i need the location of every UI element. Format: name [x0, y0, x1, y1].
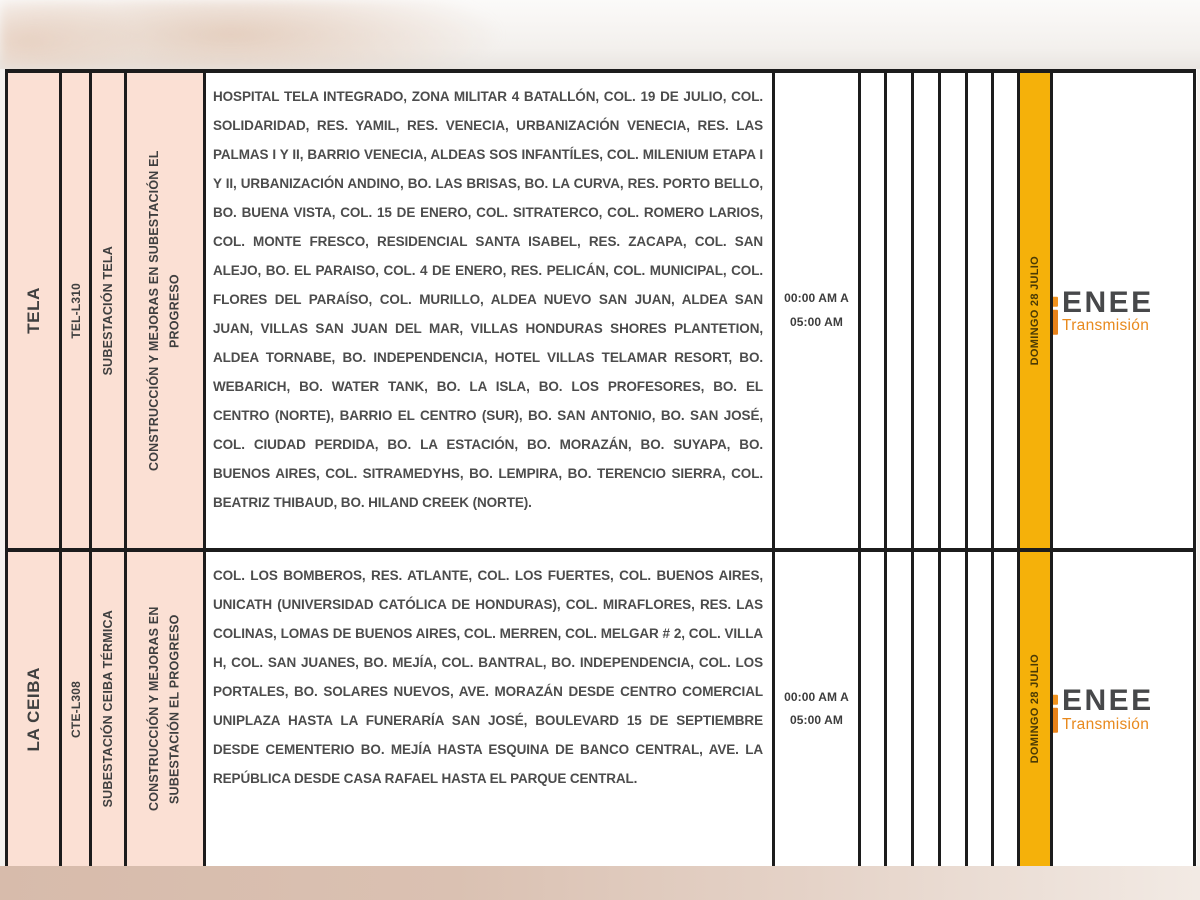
time-range-cell — [775, 73, 861, 548]
zone-cell — [8, 552, 62, 866]
enee-logo-text — [1062, 685, 1154, 734]
time-to: 05:00 AM — [789, 713, 844, 727]
empty-cell — [914, 552, 941, 866]
empty-cell — [968, 73, 994, 548]
empty-cell — [994, 73, 1020, 548]
work-description-cell — [127, 73, 206, 548]
enee-logo-mark-icon — [1053, 695, 1058, 733]
table-row — [8, 73, 1193, 552]
empty-cell — [941, 73, 968, 548]
time-from: 00:00 AM A — [784, 689, 849, 704]
substation-cell — [92, 73, 127, 548]
time-range-cell — [775, 552, 861, 866]
empty-cell — [914, 73, 941, 548]
enee-logo — [1053, 286, 1154, 335]
empty-cell — [994, 552, 1020, 866]
empty-cell — [887, 73, 914, 548]
substation-cell — [92, 552, 127, 866]
outage-date-cell — [1020, 73, 1053, 548]
enee-logo-text — [1062, 286, 1154, 335]
zone-cell — [8, 73, 62, 548]
line-code-label: CTE-L308 — [68, 680, 83, 738]
affected-areas-text: HOSPITAL TELA INTEGRADO, ZONA MILITAR 4 BATALLÓN, COL. 19 DE JULIO, COL. SOLIDARIDAD, RES. YAMIL, RES. VENECIA, URBANIZACIÓN VENECIA, RES. LAS PALMAS I Y II, BARRIO VENECIA, ALDEAS SOS INFANTÍLES, COL. MILENIUM ETAPA I Y II, URBANIZACIÓN ANDINO, BO. LAS BRISAS, BO. LA CURVA, RES. PORTO BELLO, BO. BUENA VISTA, COL. 15 DE ENERO, COL. SITRATERCO, COL. ROMERO LARIOS, COL. MONTE FRESCO, RESIDENCIAL SANTA ISABEL, RES. ZACAPA, COL. SAN ALEJO, BO. EL PARAISO, COL. 4 DE ENERO, RES. PELICÁN, COL. MUNICIPAL, COL. FLORES DEL PARAÍSO, COL. MURILLO, ALDEA NUEVO SAN JUAN, ALDEA SAN JUAN, VILLAS SAN JUAN DEL MAR, VILLAS HONDURAS SHORES PLANTETION, ALDEA TORNABE, BO. INDEPENDENCIA, HOTEL VILLAS TELAMAR RESORT, BO. WEBARICH, BO. WATER TANK, BO. LA ISLA, BO. LOS PROFESORES, BO. EL CENTRO (NORTE), BARRIO EL CENTRO (SUR), BO. SAN ANTONIO, BO. SAN JOSÉ, COL. CIUDAD PERDIDA, BO. LA ESTACIÓN, BO. MORAZÁN, BO. SUYAPA, BO. BUENOS AIRES, COL. SITRAMEDYHS, BO. LEMPIRA, BO. TERENCIO SIERRA, COL. BEATRIZ THIBAUD, BO. HILAND CREEK (NORTE). — [213, 89, 763, 510]
photo-margin-bottom — [0, 866, 1200, 900]
enee-logo — [1053, 685, 1154, 734]
affected-areas-text: COL. LOS BOMBEROS, RES. ATLANTE, COL. LOS FUERTES, COL. BUENOS AIRES, UNICATH (UNIVERSIDAD CATÓLICA DE HONDURAS), COL. MIRAFLORES, RES. LAS COLINAS, LOMAS DE BUENOS AIRES, COL. MERREN, COL. MELGAR # 2, COL. VILLA H, COL. SAN JUANES, BO. MEJÍA, COL. BANTRAL, BO. INDEPENDENCIA, COL. LOS PORTALES, BO. SOLARES NUEVOS, AVE. MORAZÁN DESDE CENTRO COMERCIAL UNIPLAZA HASTA LA FUNERARÍA SAN JOSÉ, BOULEVARD 15 DE SEPTIEMBRE DESDE CEMENTERIO BO. MEJÍA HASTA ESQUINA DE BANCO CENTRAL, AVE. LA REPÚBLICA DESDE CASA RAFAEL HASTA EL PARQUE CENTRAL. — [213, 568, 763, 786]
empty-cell — [861, 552, 887, 866]
zone-label: LA CEIBA — [23, 666, 43, 752]
logo-cell — [1053, 552, 1193, 866]
outage-date-cell — [1020, 552, 1053, 866]
line-code-cell — [62, 73, 92, 548]
enee-logo-wordmark: ENEE — [1062, 683, 1154, 717]
enee-logo-subtext: Transmisión — [1062, 715, 1150, 733]
enee-logo-mark-icon — [1053, 296, 1058, 334]
line-code-label: TEL-L310 — [68, 282, 83, 339]
work-description-label: CONSTRUCCIÓN Y MEJORAS EN SUBESTACIÓN EL PROGRESO — [147, 150, 182, 471]
outage-date-label: DOMINGO 28 JULIO — [1029, 654, 1041, 764]
empty-cell — [887, 552, 914, 866]
affected-areas-cell — [206, 73, 775, 548]
outage-date-label: DOMINGO 28 JULIO — [1029, 255, 1041, 366]
work-description-cell — [127, 552, 206, 866]
time-from: 00:00 AM A — [784, 291, 849, 306]
outage-schedule-table — [5, 69, 1196, 866]
affected-areas-cell — [206, 552, 775, 866]
zone-label: TELA — [23, 287, 43, 334]
line-code-cell — [62, 552, 92, 866]
table-row — [8, 552, 1193, 866]
enee-logo-wordmark: ENEE — [1062, 285, 1154, 319]
empty-cell — [968, 552, 994, 866]
enee-logo-subtext: Transmisión — [1062, 316, 1150, 334]
empty-cell — [941, 552, 968, 866]
substation-label: SUBESTACIÓN CEIBA TÉRMICA — [101, 610, 115, 808]
logo-cell — [1053, 73, 1193, 548]
photo-margin-top-blur — [0, 0, 660, 69]
empty-cell — [861, 73, 887, 548]
time-to: 05:00 AM — [789, 314, 844, 329]
substation-label: SUBESTACIÓN TELA — [101, 245, 115, 376]
work-description-label: CONSTRUCCIÓN Y MEJORAS EN SUBESTACIÓN EL PROGRESO — [147, 606, 182, 812]
